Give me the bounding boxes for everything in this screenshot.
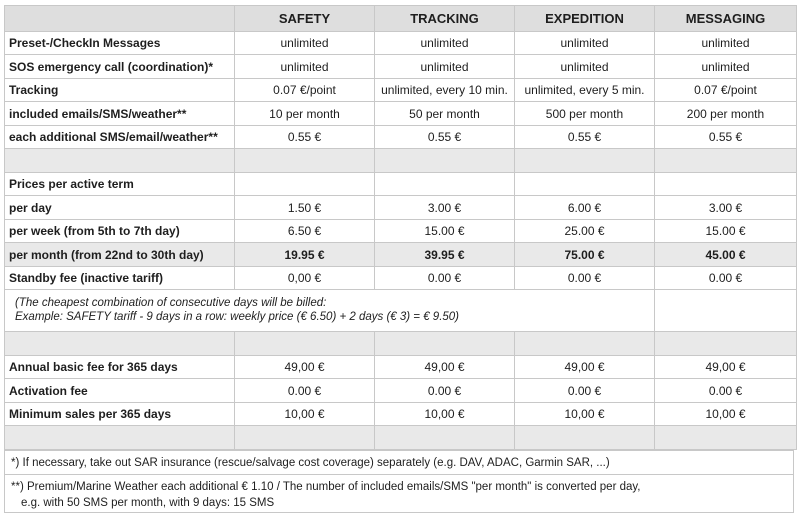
table-cell: 75.00 €	[515, 243, 655, 267]
table-cell: 15.00 €	[375, 220, 515, 243]
footnote-weather	[4, 475, 794, 513]
table-cell: 10,00 €	[235, 403, 375, 426]
empty-cell	[375, 332, 515, 356]
table-cell: unlimited	[515, 32, 655, 55]
table-cell: 0.00 €	[655, 379, 797, 403]
table-cell: unlimited	[235, 32, 375, 55]
table-cell: 25.00 €	[515, 220, 655, 243]
column-header-safety: SAFETY	[235, 6, 375, 32]
table-row	[5, 403, 797, 426]
row-label: per month (from 22nd to 30th day)	[5, 243, 235, 267]
empty-cell	[655, 290, 797, 332]
table-cell: 0.00 €	[235, 379, 375, 403]
header-row	[5, 6, 797, 32]
column-header-tracking: TRACKING	[375, 6, 515, 32]
row-label: Preset-/CheckIn Messages	[5, 32, 235, 55]
table-cell: 45.00 €	[655, 243, 797, 267]
table-cell: 0.55 €	[515, 126, 655, 149]
empty-cell	[655, 426, 797, 450]
table-cell: 49,00 €	[235, 356, 375, 379]
table-cell: unlimited	[375, 55, 515, 79]
table-cell: 1.50 €	[235, 196, 375, 220]
footnote-sar: *) If necessary, take out SAR insurance (rescue/salvage cost coverage) separately (e.g. DAV, ADAC, Garmin SAR, ...)	[4, 450, 794, 475]
row-label: Standby fee (inactive tariff)	[5, 267, 235, 290]
spacer-row	[5, 149, 797, 173]
row-label: SOS emergency call (coordination)*	[5, 55, 235, 79]
table-cell: 10,00 €	[515, 403, 655, 426]
empty-cell	[515, 426, 655, 450]
table-cell: 0.55 €	[235, 126, 375, 149]
table-cell: 10,00 €	[375, 403, 515, 426]
table-row	[5, 55, 797, 79]
row-label: Annual basic fee for 365 days	[5, 356, 235, 379]
billing-note-row	[5, 290, 797, 332]
footnote-weather-line2: e.g. with 50 SMS per month, with 9 days: 15 SMS	[21, 497, 275, 509]
billing-note	[5, 290, 655, 332]
table-cell: 19.95 €	[235, 243, 375, 267]
table-row	[5, 267, 797, 290]
empty-cell	[375, 149, 515, 173]
table-cell: 10,00 €	[655, 403, 797, 426]
spacer-row	[5, 426, 797, 450]
table-row	[5, 102, 797, 126]
billing-note-line1: (The cheapest combination of consecutive days will be billed:	[15, 297, 327, 310]
table-row	[5, 356, 797, 379]
empty-cell	[515, 173, 655, 196]
table-row	[5, 32, 797, 55]
row-label: Tracking	[5, 79, 235, 102]
table-cell: unlimited	[375, 32, 515, 55]
table-cell: 49,00 €	[375, 356, 515, 379]
empty-cell	[235, 149, 375, 173]
header-corner-cell	[5, 6, 235, 32]
table-cell: 0.00 €	[655, 267, 797, 290]
table-row	[5, 379, 797, 403]
table-cell: unlimited	[655, 32, 797, 55]
section-title: Prices per active term	[5, 173, 235, 196]
table-row	[5, 79, 797, 102]
table-cell: 0.07 €/point	[655, 79, 797, 102]
table-cell: 39.95 €	[375, 243, 515, 267]
table-row	[5, 196, 797, 220]
table-cell: unlimited, every 5 min.	[515, 79, 655, 102]
tariff-table-container	[4, 5, 796, 513]
table-cell: unlimited	[515, 55, 655, 79]
empty-cell	[515, 149, 655, 173]
table-cell: 0.00 €	[515, 379, 655, 403]
spacer-row	[5, 332, 797, 356]
table-cell: 49,00 €	[655, 356, 797, 379]
table-cell: 0.55 €	[375, 126, 515, 149]
empty-cell	[515, 332, 655, 356]
empty-cell	[235, 173, 375, 196]
table-cell: 0.00 €	[375, 267, 515, 290]
empty-cell	[655, 332, 797, 356]
table-cell: 200 per month	[655, 102, 797, 126]
table-cell: 3.00 €	[375, 196, 515, 220]
column-header-messaging: MESSAGING	[655, 6, 797, 32]
row-label: Minimum sales per 365 days	[5, 403, 235, 426]
empty-cell	[655, 173, 797, 196]
footnote-weather-line1: **) Premium/Marine Weather each additional € 1.10 / The number of included emails/SMS "per month" is converted per day,	[11, 481, 641, 493]
table-cell: 6.00 €	[515, 196, 655, 220]
row-label: each additional SMS/email/weather**	[5, 126, 235, 149]
section-header-row	[5, 173, 797, 196]
tariff-table	[4, 5, 797, 450]
table-cell: 0.55 €	[655, 126, 797, 149]
empty-cell	[235, 426, 375, 450]
table-cell: 0.07 €/point	[235, 79, 375, 102]
row-label: per day	[5, 196, 235, 220]
table-cell: 6.50 €	[235, 220, 375, 243]
table-cell: unlimited	[655, 55, 797, 79]
table-cell: 15.00 €	[655, 220, 797, 243]
empty-cell	[235, 332, 375, 356]
table-cell: 49,00 €	[515, 356, 655, 379]
table-cell: 500 per month	[515, 102, 655, 126]
table-cell: 0,00 €	[235, 267, 375, 290]
row-label: Activation fee	[5, 379, 235, 403]
empty-cell	[375, 426, 515, 450]
empty-cell	[5, 149, 235, 173]
table-cell: 0.00 €	[375, 379, 515, 403]
table-row-highlighted	[5, 243, 797, 267]
table-row	[5, 126, 797, 149]
empty-cell	[5, 332, 235, 356]
table-cell: 10 per month	[235, 102, 375, 126]
table-cell: 3.00 €	[655, 196, 797, 220]
table-cell: 0.00 €	[515, 267, 655, 290]
billing-note-line2: Example: SAFETY tariff - 9 days in a row: weekly price (€ 6.50) + 2 days (€ 3) = € 9.50)	[15, 310, 460, 323]
table-cell: unlimited, every 10 min.	[375, 79, 515, 102]
empty-cell	[375, 173, 515, 196]
table-cell: unlimited	[235, 55, 375, 79]
row-label: included emails/SMS/weather**	[5, 102, 235, 126]
row-label: per week (from 5th to 7th day)	[5, 220, 235, 243]
table-row	[5, 220, 797, 243]
column-header-expedition: EXPEDITION	[515, 6, 655, 32]
empty-cell	[5, 426, 235, 450]
empty-cell	[655, 149, 797, 173]
table-cell: 50 per month	[375, 102, 515, 126]
